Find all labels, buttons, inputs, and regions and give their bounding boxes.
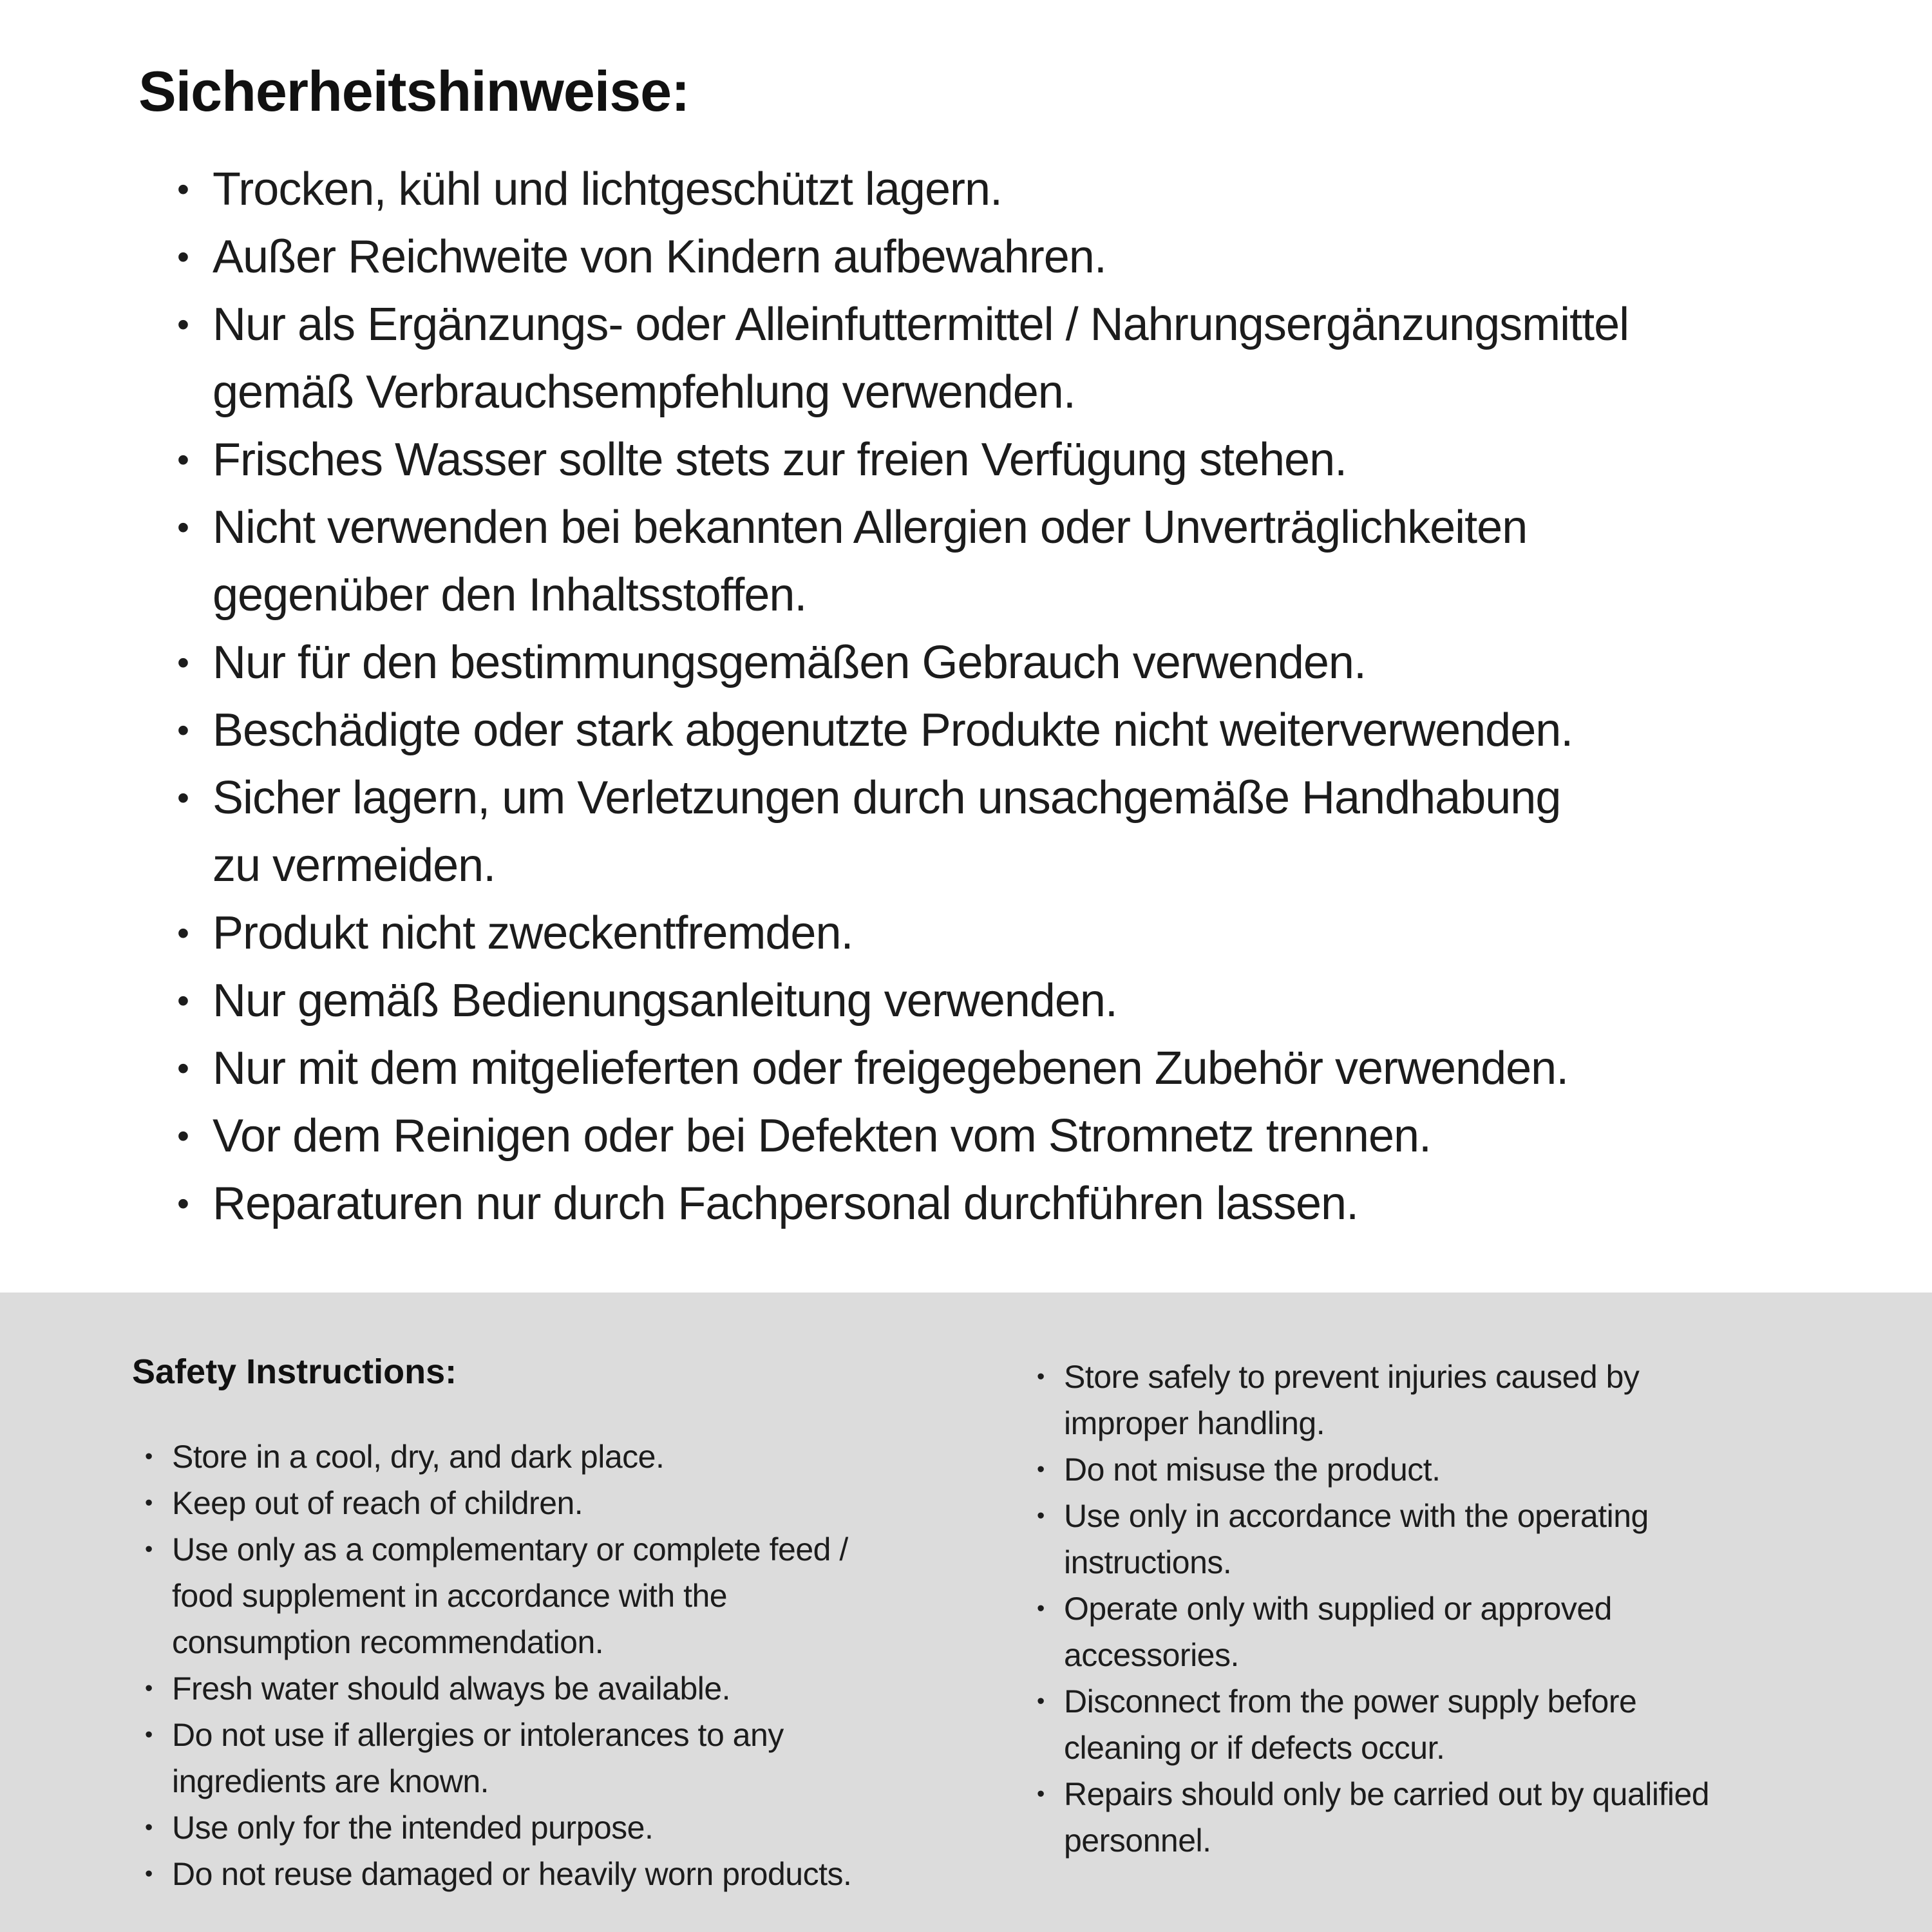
- list-item-text: • Sicher lagern, um Verletzungen durch unsachgemäße Handhabung: [213, 772, 1561, 824]
- list-item-text: gemäß Verbrauchsempfehlung verwenden.: [213, 366, 1075, 418]
- german-section-title: Sicherheitshinweise:: [138, 59, 690, 123]
- list-item: [132, 1665, 851, 1712]
- list-item: [132, 1434, 851, 1480]
- list-item: [1024, 1586, 1709, 1678]
- list-item-text: • Fresh water should always be available.: [172, 1671, 731, 1707]
- list-item: [1024, 1771, 1709, 1864]
- list-item-text: • Trocken, kühl und lichtgeschützt lagern.: [213, 164, 1003, 215]
- list-item-text: instructions.: [1064, 1544, 1232, 1580]
- list-item-text: accessories.: [1064, 1637, 1239, 1673]
- list-item: [1024, 1446, 1709, 1493]
- list-item-text: • Nur als Ergänzungs- oder Alleinfuttermittel / Nahrungsergänzungsmittel: [213, 299, 1629, 350]
- list-item-text: • Operate only with supplied or approved: [1064, 1591, 1612, 1627]
- english-section: [0, 1293, 1932, 1932]
- list-item-text: • Store safely to prevent injuries caused by: [1064, 1359, 1640, 1395]
- list-item: [138, 900, 1932, 967]
- list-item-text: personnel.: [1064, 1823, 1211, 1859]
- english-safety-list-left: [132, 1434, 851, 1897]
- list-item: [138, 697, 1932, 764]
- list-item-text: • Do not reuse damaged or heavily worn products.: [172, 1856, 852, 1892]
- list-item: [138, 1170, 1932, 1238]
- list-item-text: food supplement in accordance with the: [172, 1578, 728, 1614]
- list-item: [1024, 1678, 1709, 1771]
- list-item: [132, 1712, 851, 1804]
- list-item: [132, 1851, 851, 1897]
- list-item: [138, 967, 1932, 1035]
- list-item-text: • Produkt nicht zweckentfremden.: [213, 907, 853, 959]
- list-item-text: • Use only in accordance with the operating: [1064, 1498, 1649, 1534]
- list-item: [132, 1526, 851, 1665]
- list-item: [138, 1035, 1932, 1103]
- list-item-text: • Vor dem Reinigen oder bei Defekten vom Stromnetz trennen.: [213, 1110, 1432, 1162]
- german-safety-list: [138, 156, 1932, 1238]
- list-item-text: • Disconnect from the power supply before: [1064, 1683, 1637, 1719]
- list-item-text: gegenüber den Inhaltsstoffen.: [213, 569, 807, 621]
- english-right-column: [1024, 1354, 1709, 1864]
- english-left-column: [132, 1352, 851, 1897]
- list-item: [1024, 1493, 1709, 1586]
- list-item-text: • Nur für den bestimmungsgemäßen Gebrauch verwenden.: [213, 637, 1366, 688]
- list-item-text: • Außer Reichweite von Kindern aufbewahren.: [213, 231, 1106, 283]
- list-item-text: • Do not misuse the product.: [1064, 1452, 1441, 1488]
- english-section-title: Safety Instructions:: [132, 1352, 457, 1391]
- list-item: [138, 1103, 1932, 1170]
- list-item-text: • Nur mit dem mitgelieferten oder freigegebenen Zubehör verwenden.: [213, 1043, 1569, 1094]
- list-item-text: • Reparaturen nur durch Fachpersonal durchführen lassen.: [213, 1178, 1359, 1229]
- list-item-text: ingredients are known.: [172, 1763, 489, 1799]
- list-item-text: cleaning or if defects occur.: [1064, 1730, 1445, 1766]
- list-item-text: improper handling.: [1064, 1405, 1325, 1441]
- list-item: [1024, 1354, 1709, 1446]
- list-item-text: • Store in a cool, dry, and dark place.: [172, 1439, 665, 1475]
- english-safety-list-right: [1024, 1354, 1709, 1864]
- list-item-text: • Beschädigte oder stark abgenutzte Produkte nicht weiterverwenden.: [213, 705, 1573, 756]
- list-item-text: • Repairs should only be carried out by qualified: [1064, 1776, 1710, 1812]
- list-item-text: • Nicht verwenden bei bekannten Allergien oder Unverträglichkeiten: [213, 502, 1528, 553]
- list-item: [138, 426, 1932, 494]
- list-item: [138, 291, 1932, 426]
- list-item: [138, 764, 1932, 900]
- list-item: [138, 223, 1932, 291]
- list-item: [132, 1480, 851, 1526]
- list-item-text: • Nur gemäß Bedienungsanleitung verwenden.: [213, 975, 1117, 1027]
- list-item-text: zu vermeiden.: [213, 840, 496, 891]
- list-item-text: • Use only as a complementary or complete feed /: [172, 1531, 848, 1567]
- list-item: [132, 1804, 851, 1851]
- list-item: [138, 494, 1932, 629]
- list-item: [138, 629, 1932, 697]
- list-item: [138, 156, 1932, 223]
- list-item-text: • Frisches Wasser sollte stets zur freien Verfügung stehen.: [213, 434, 1347, 486]
- list-item-text: • Do not use if allergies or intolerances to any: [172, 1717, 784, 1753]
- list-item-text: • Keep out of reach of children.: [172, 1485, 583, 1521]
- list-item-text: • Use only for the intended purpose.: [172, 1810, 654, 1846]
- list-item-text: consumption recommendation.: [172, 1624, 604, 1660]
